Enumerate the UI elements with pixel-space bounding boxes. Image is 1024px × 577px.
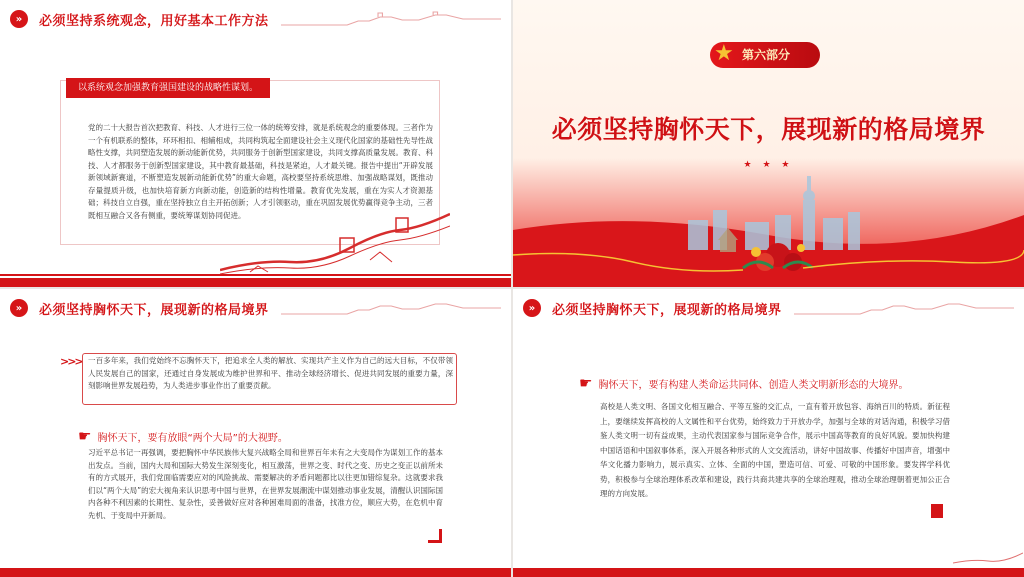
- corner-decoration: [931, 504, 943, 518]
- part-badge: 第六部分: [710, 42, 820, 68]
- pointing-hand-icon: ☛: [579, 374, 593, 392]
- star-icon: ★: [714, 41, 734, 66]
- great-wall-line-icon: [794, 300, 1014, 316]
- body-paragraph: 习近平总书记一再强调，要把胸怀中华民族伟大复兴战略全局和世界百年未有之大变局作为谋划工作的基本出发点。当前，国内大局和国际大势发生深刻变化，相互激荡，世界之变、时代之变、历史之变正以前所未有的方式展开，我们党面临需要应对的风险挑战、需要解决的矛盾问题都比以往更加错综复杂。这就要求我们以“两个大局”的宏大视角来认识思考中国与世界，在世界发展潮流中谋划推动事业发展，清醒认识国际国内各种不利因素的长期性、复杂性，妥善做好应对各种困难局面的准备，找准方位，顺应大势，在危机中育先机、于变局中开新局。: [88, 448, 443, 520]
- corner-decoration: [428, 529, 442, 543]
- slide-header: [523, 295, 1014, 321]
- great-wall-line-icon: [281, 11, 501, 27]
- triple-arrow-icon: >>>: [60, 355, 82, 368]
- chevron-double-icon: »: [10, 10, 28, 28]
- slide-4[interactable]: [513, 289, 1024, 577]
- slide-header: [10, 6, 501, 32]
- great-wall-line-icon: [953, 551, 1023, 565]
- intro-paragraph: 一百多年来，我们党始终不忘胸怀天下，把追求全人类的解放、实现共产主义作为自己的远大目标，不仅带领人民发展自己的国家，还通过自身发展成为维护世界和平、推动全球经济增长、促进共同发展的重要力量，深刻影响世界发展趋势，为人类进步事业作出了重要贡献。: [88, 356, 453, 390]
- slide-header: [10, 295, 501, 321]
- body-paragraph: 党的二十大报告首次把教育、科技、人才进行三位一体的统筹安排，就是系统观念的重要体现。三者作为一个有机联系的整体，环环相扣、相辅相成，共同构筑起全面建设社会主义现代化国家的基础性先导性战略性支撑，共同塑造发展的新动能新优势，共同服务于创新型国家建设，共同支撑高质量发展。教育、科技、人才都服务于创新型国家建设，其中教育最基础，科技是紧迫，人才最关键。报告中提出“开辟发展新领域新赛道，不断塑造发展新动能新优势”的重大命题，高校要坚持系统思维、加强战略谋划，既推动存量提质升级，也加快培育新方向新动能，创造新的结构性增量。教育优先发展，重在为实人才资源基础；科技自立自强，重在坚持独立自主开拓创新；人才引领驱动，重在巩固发展优势赢得竞争主动，三者既相互融合又各有侧重，要统筹谋划协同促进。: [88, 123, 433, 220]
- great-wall-illustration: [220, 200, 450, 275]
- body-paragraph: 高校是人类文明、各国文化相互融合、平等互鉴的交汇点，一直有着开放包容、海纳百川的特质。新征程上，要继续发挥高校的人文属性和平台优势，始终致力于开放办学，加强与全球的对话沟通，积极学习借鉴人类文明一切有益成果，主动代表国家参与国际竞争合作，展示中国高等教育的良好风貌。要加快构建中国话语和中国叙事体系，深入开展各种形式的人文交流活动，讲好中国故事、传播好中国声音，增强中华文化播力影响力，展示真实、立体、全面的中国，塑造可信、可爱、可敬的中国形象。要发挥学科优势，积极参与全球治理体系改革和建设，践行共商共建共享的全球治理观，推动全球治理朝着更加公正合理的方向发展。: [600, 402, 950, 498]
- slide-1[interactable]: [0, 0, 511, 287]
- subheading-row: [579, 374, 908, 392]
- subheading: 胸怀天下，要有放眼“两个大局”的大视野。: [97, 432, 288, 444]
- chevron-double-icon: »: [10, 299, 28, 317]
- slide-title: 必须坚持系统观念，用好基本工作方法: [39, 13, 269, 29]
- subheading: 胸怀天下，要有构建人类命运共同体、创造人类文明新形态的大境界。: [598, 379, 909, 391]
- slide-3[interactable]: [0, 289, 511, 577]
- slide-title: 必须坚持胸怀天下，展现新的格局境界: [39, 302, 269, 318]
- cover-title: 必须坚持胸怀天下，展现新的格局境界: [551, 115, 986, 144]
- slide-2-cover[interactable]: [513, 0, 1024, 287]
- pointing-hand-icon: ☛: [78, 427, 92, 445]
- footer-bar: [0, 278, 511, 287]
- decorative-stars: ★ ★ ★: [743, 160, 794, 170]
- great-wall-line-icon: [281, 300, 501, 316]
- slide-title: 必须坚持胸怀天下，展现新的格局境界: [552, 302, 782, 318]
- subheading-row: [78, 427, 288, 445]
- chevron-double-icon: »: [523, 299, 541, 317]
- footer-bar: [513, 568, 1024, 577]
- footer-line: [0, 274, 511, 276]
- section-badge: 以系统观念加强教育强国建设的战略性谋划。: [66, 78, 270, 98]
- footer-bar: [0, 568, 511, 577]
